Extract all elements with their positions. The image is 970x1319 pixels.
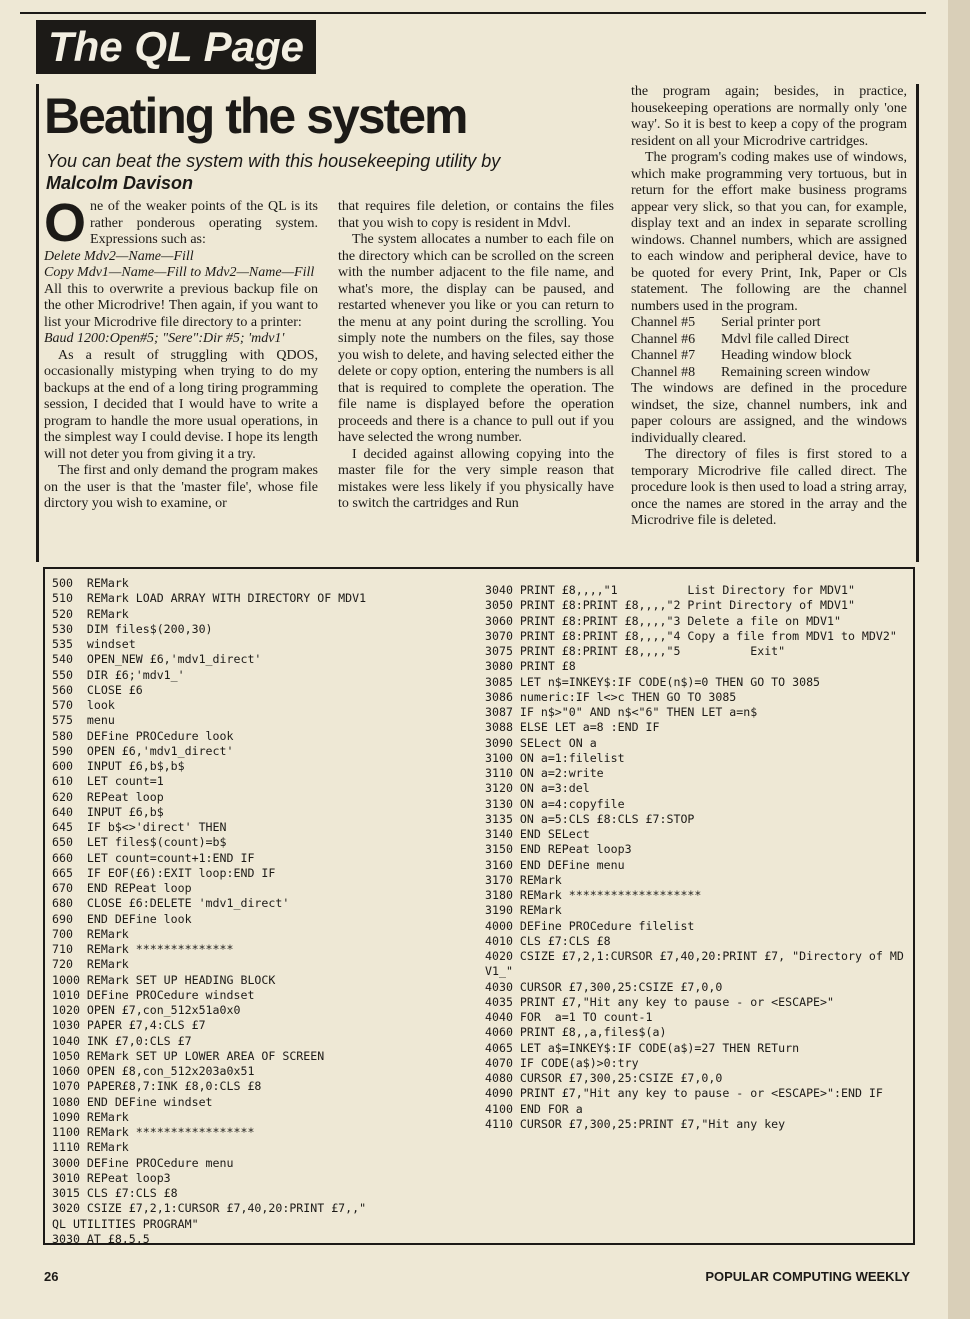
- code-line: 3060 PRINT £8:PRINT £8,,,,"3 Delete a file on MDV1": [485, 613, 841, 628]
- code-line: 4090 PRINT £7,"Hit any key to pause - or <ESCAPE>":END IF: [485, 1086, 883, 1101]
- paragraph: The directory of files is first stored to a temporary Microdrive file called direct. The procedure look is then used to load a string array, once the names are stored in the array and the Microdrive file is deleted.: [631, 447, 907, 528]
- code-line: 1070 PAPER£8,7:INK £8,0:CLS £8: [52, 1079, 262, 1094]
- code-line: QL UTILITIES PROGRAM": [52, 1216, 199, 1231]
- channel-row: [631, 348, 907, 365]
- code-line: 1110 REMark: [52, 1140, 129, 1155]
- code-line: 4035 PRINT £7,"Hit any key to pause - or <ESCAPE>": [485, 994, 835, 1009]
- paragraph-text: ne of the weaker points of the QL is its rather ponderous operating system. Expressions such as:: [90, 199, 318, 247]
- channel-number: Channel #5: [631, 315, 696, 330]
- code-example: Delete Mdv2—Name—Fill: [44, 248, 194, 264]
- paragraph: I decided against allowing copying into the master file for the very simple reason that mistakes were less likely if you physically have to switch the cartridges and Run: [338, 446, 614, 511]
- code-line: 690 END DEFine look: [52, 911, 192, 926]
- code-line: 3086 numeric:IF l<>c THEN GO TO 3085: [485, 689, 737, 704]
- page-number: 26: [44, 1269, 59, 1284]
- code-line: 3080 PRINT £8: [485, 659, 576, 674]
- code-line: 550 DIR £6;'mdv1_': [52, 667, 185, 682]
- code-line: 560 CLOSE £6: [52, 682, 143, 697]
- code-line: 590 OPEN £6,'mdv1_direct': [52, 743, 234, 758]
- program-listing-right: [485, 583, 910, 1132]
- channel-number: Channel #6: [631, 331, 696, 347]
- code-line: 3160 END DEFine menu: [485, 857, 625, 872]
- article-column-1: [44, 193, 318, 513]
- code-line: 680 CLOSE £6:DELETE 'mdv1_direct': [52, 896, 290, 911]
- code-line: 3088 ELSE LET a=8 :END IF: [485, 720, 660, 735]
- code-line: 4080 CURSOR £7,300,25:CSIZE £7,0,0: [485, 1071, 723, 1085]
- code-line: 645 IF b$<>'direct' THEN: [52, 820, 227, 834]
- left-rule: [36, 84, 39, 562]
- code-line: 3090 SELect ON a: [485, 735, 597, 750]
- code-line: 720 REMark: [52, 957, 129, 972]
- code-line: 650 LET files$(count)=b$: [52, 835, 227, 850]
- paragraph: The first and only demand the program makes on the user is that the 'master file', whose file dirctory you wish to examine, or: [44, 463, 318, 511]
- code-line: 3140 END SELect: [485, 827, 590, 841]
- code-line: 1080 END DEFine windset: [52, 1094, 213, 1109]
- channel-number: Channel #8: [631, 364, 696, 380]
- code-line: 660 LET count=count+1:END IF: [52, 850, 255, 865]
- program-listing-left: [52, 576, 472, 1247]
- code-line: 530 DIM files$(200,30): [52, 621, 213, 636]
- code-line: 3150 END REPeat loop3: [485, 842, 632, 857]
- code-line: 3170 REMark: [485, 872, 562, 887]
- paragraph: the program again; besides, in practice, housekeeping operations are normally only 'one way'. So it is best to keep a copy of the program resident on all your Microdrive cartridges.: [631, 84, 907, 149]
- code-line: 1010 DEFine PROCedure windset: [52, 987, 255, 1002]
- code-line: 3130 ON a=4:copyfile: [485, 796, 625, 811]
- code-line: 3020 CSIZE £7,2,1:CURSOR £7,40,20:PRINT £7,,": [52, 1201, 367, 1216]
- channel-table: [631, 315, 907, 381]
- code-line: 4000 DEFine PROCedure filelist: [485, 918, 695, 933]
- code-line: 4110 CURSOR £7,300,25:PRINT £7,"Hit any key: [485, 1116, 786, 1131]
- code-line: 3120 ON a=3:del: [485, 781, 590, 796]
- code-line: 540 OPEN_NEW £6,'mdv1_direct': [52, 652, 262, 667]
- code-line: 3070 PRINT £8:PRINT £8,,,,"4 Copy a file from MDV1 to MDV2": [485, 628, 897, 643]
- code-line: 4010 CLS £7:CLS £8: [485, 933, 611, 948]
- code-line: 1020 OPEN £7,con_512x51a0x0: [52, 1003, 241, 1017]
- paragraph: As a result of struggling with QDOS, occasionally mistyping when trying to do my backups at the end of a long tiring programming session, I decided that I would have to write a program to handle the more usual operations, in the simplest way I could devise. I hope its length will not deter you from giving it a try.: [44, 347, 318, 462]
- code-line: 4030 CURSOR £7,300,25:CSIZE £7,0,0: [485, 979, 723, 994]
- channel-desc: Serial printer port: [721, 315, 821, 330]
- code-line: 3190 REMark: [485, 903, 562, 918]
- code-line: 1060 OPEN £8,con_512x203a0x51: [52, 1064, 255, 1078]
- channel-number: Channel #7: [631, 348, 696, 363]
- code-line: 3180 REMark *******************: [485, 888, 702, 902]
- code-line: 665 IF EOF(£6):EXIT loop:END IF: [52, 865, 276, 880]
- code-line: 1050 REMark SET UP LOWER AREA OF SCREEN: [52, 1048, 325, 1063]
- code-line: 580 DEFine PROCedure look: [52, 728, 234, 743]
- code-line: 570 look: [52, 698, 115, 712]
- paragraph: The windows are defined in the procedure windset, the size, channel numbers, ink and paper colours are assigned, and the windows individually cleared.: [631, 381, 907, 446]
- code-line: 535 windset: [52, 637, 136, 651]
- code-line: 575 menu: [52, 713, 115, 728]
- code-line: 610 LET count=1: [52, 774, 164, 789]
- standfirst: [46, 150, 606, 194]
- code-line: 3000 DEFine PROCedure menu: [52, 1155, 234, 1170]
- author-name: Malcolm Davison: [46, 173, 194, 193]
- code-line: 700 REMark: [52, 926, 129, 941]
- code-line: 3040 PRINT £8,,,,"1 List Directory for MDV1": [485, 583, 855, 597]
- code-line: 4065 LET a$=INKEY$:IF CODE(a$)=27 THEN RETurn: [485, 1040, 800, 1055]
- code-line: 3030 AT £8,5,5: [52, 1231, 150, 1246]
- code-line: 620 REPeat loop: [52, 789, 164, 804]
- channel-row: [631, 315, 907, 332]
- code-line: 4020 CSIZE £7,2,1:CURSOR £7,40,20:PRINT £7, "Directory of MDV1_": [485, 949, 904, 979]
- paragraph: All this to overwrite a previous backup file on the other Microdrive! Then again, if you want to list your Microdrive file directory to a printer:: [44, 281, 318, 330]
- code-line: 4060 PRINT £8,,a,files$(a): [485, 1025, 667, 1040]
- code-line: 3010 REPeat loop3: [52, 1170, 171, 1185]
- paragraph: The program's coding makes use of windows, which make programming very tortuous, but in return for the effort make business programs appear very slick, so that you can, for example, display text and an index in separate scrolling windows. Channel numbers, which are assigned to each window and peripheral device, have to be quoted for every Print, Ink, Paper or Cls statement. The following are the channel numbers used in the program.: [631, 150, 907, 314]
- code-line: 3050 PRINT £8:PRINT £8,,,,"2 Print Directory of MDV1": [485, 598, 855, 613]
- paragraph: The system allocates a number to each file on the directory which can be scrolled on the screen with the number adjacent to the file name, and what's more, the display can be paused, and restarted whenever you like or you can return to the menu at any point during the scrolling. You simply note the numbers on the files, say those you wish to delete, and having selected either the delete or copy option, entering the numbers is all that is required to complete the operation. The file name is displayed before the operation proceeds and there is a chance to pull out if you have selected the wrong number.: [338, 232, 614, 445]
- code-example: Copy Mdv1—Name—Fill to Mdv2—Name—Fill: [44, 265, 315, 280]
- channel-row: [631, 365, 907, 382]
- top-rule: [20, 12, 926, 14]
- code-line: 3085 LET n$=INKEY$:IF CODE(n$)=0 THEN GO TO 3085: [485, 674, 821, 689]
- code-line: 640 INPUT £6,b$: [52, 804, 164, 819]
- code-line: 600 INPUT £6,b$,b$: [52, 759, 185, 773]
- code-line: 3135 ON a=5:CLS £8:CLS £7:STOP: [485, 811, 695, 826]
- paragraph: [44, 193, 318, 253]
- code-line: 3100 ON a=1:filelist: [485, 750, 625, 765]
- code-line: 4100 END FOR a: [485, 1101, 583, 1116]
- code-line: 3075 PRINT £8:PRINT £8,,,,"5 Exit": [485, 644, 786, 658]
- code-line: 670 END REPeat loop: [52, 881, 192, 895]
- channel-row: [631, 332, 907, 349]
- channel-desc: Remaining screen window: [721, 364, 871, 380]
- article-column-3: [631, 84, 907, 530]
- paragraph: that requires file deletion, or contains the files that you wish to copy is resident in Mdvl.: [338, 199, 614, 231]
- code-line: 520 REMark: [52, 606, 129, 621]
- code-line: 4070 IF CODE(a$)>0:try: [485, 1055, 639, 1070]
- article-title: Beating the system: [44, 88, 467, 144]
- channel-desc: Heading window block: [721, 348, 852, 363]
- channel-desc: Mdvl file called Direct: [721, 331, 849, 347]
- code-line: 3087 IF n$>"0" AND n$<"6" THEN LET a=n$: [485, 705, 758, 719]
- code-line: 1030 PAPER £7,4:CLS £7: [52, 1018, 206, 1033]
- code-line: 3110 ON a=2:write: [485, 766, 604, 780]
- page-edge: [948, 0, 970, 1319]
- right-rule: [916, 84, 919, 562]
- code-example: Baud 1200:Open#5; "Sere":Dir #5; 'mdv1': [44, 331, 285, 346]
- code-line: 510 REMark LOAD ARRAY WITH DIRECTORY OF MDV1: [52, 591, 367, 606]
- section-banner: The QL Page: [36, 20, 316, 74]
- code-line: 1100 REMark *****************: [52, 1125, 255, 1139]
- code-line: 4040 FOR a=1 TO count-1: [485, 1010, 653, 1024]
- code-line: 1000 REMark SET UP HEADING BLOCK: [52, 972, 276, 987]
- code-line: 1090 REMark: [52, 1109, 129, 1124]
- standfirst-text: You can beat the system with this housekeeping utility by: [46, 151, 501, 171]
- code-line: 500 REMark: [52, 576, 129, 590]
- code-line: 710 REMark **************: [52, 942, 234, 956]
- code-line: 1040 INK £7,0:CLS £7: [52, 1033, 192, 1048]
- article-column-2: [338, 199, 614, 513]
- code-line: 3015 CLS £7:CLS £8: [52, 1186, 178, 1200]
- magazine-name: POPULAR COMPUTING WEEKLY: [705, 1269, 910, 1284]
- drop-cap: O: [44, 193, 87, 253]
